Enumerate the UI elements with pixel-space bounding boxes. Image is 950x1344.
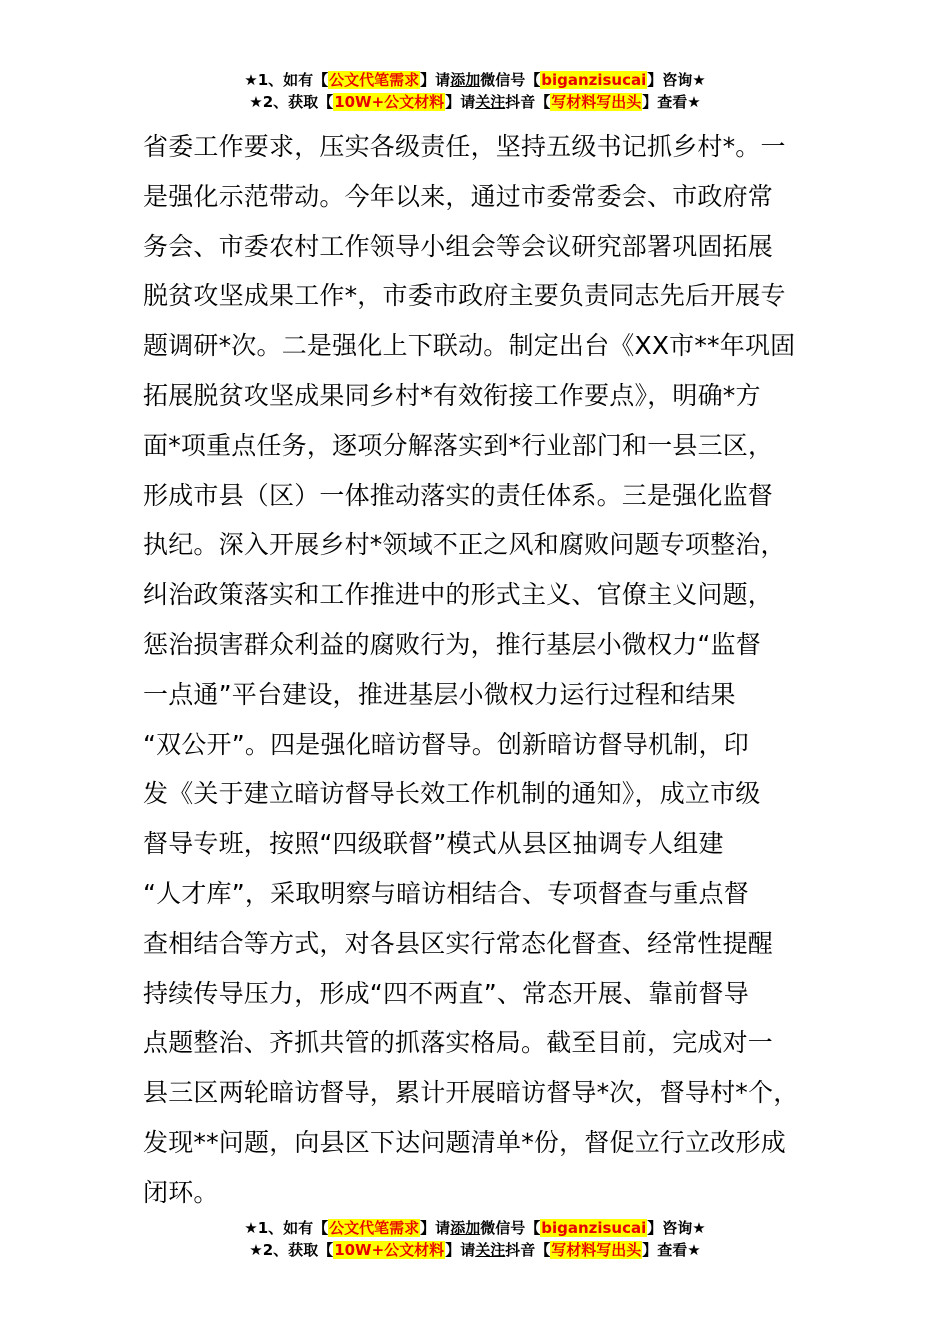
banner-line-1 xyxy=(0,69,950,91)
banner-text: 】查看★ xyxy=(642,93,701,111)
body-line: 是强化示范带动。今年以来，通过市委常委会、市政府常 xyxy=(143,181,774,211)
banner-text: 】咨询★ xyxy=(647,1219,706,1237)
underlined-text: 添加 xyxy=(450,1219,481,1237)
banner-text: ★1、如有【 xyxy=(244,1219,329,1237)
banner-text: ★2、获取【 xyxy=(249,93,334,111)
highlight-text: biganzisucai xyxy=(541,71,647,89)
body-line: 查相结合等方式，对各县区实行常态化督查、经常性提醒 xyxy=(143,928,774,958)
banner-text: ★1、如有【 xyxy=(244,71,329,89)
body-line: 县三区两轮暗访督导，累计开展暗访督导*次，督导村*个， xyxy=(143,1078,799,1108)
banner-text: 】咨询★ xyxy=(647,71,706,89)
banner-text: 】请 xyxy=(445,93,476,111)
banner-text: 】请 xyxy=(420,71,451,89)
body-line: 形成市县（区）一体推动落实的责任体系。三是强化监督 xyxy=(143,480,774,510)
body-line: 纠治政策落实和工作推进中的形式主义、官僚主义问题， xyxy=(143,580,774,610)
banner-text: ★2、获取【 xyxy=(249,1241,334,1259)
body-line: 发《关于建立暗访督导长效工作机制的通知》，成立市级 xyxy=(143,779,761,809)
body-line: 务会、市委农村工作领导小组会等会议研究部署巩固拓展 xyxy=(143,231,774,261)
header-banner xyxy=(0,69,950,113)
body-line: “双公开”。四是强化暗访督导。创新暗访督导机制，印 xyxy=(143,729,749,759)
highlight-text: 公文代笔需求 xyxy=(329,71,420,89)
underlined-text: 关注 xyxy=(475,1241,506,1259)
highlight-text: 写材料写出头 xyxy=(551,93,642,111)
banner-line-2 xyxy=(0,91,950,113)
banner-text: 微信号【 xyxy=(480,71,541,89)
body-line: 面*项重点任务，逐项分解落实到*行业部门和一县三区， xyxy=(143,430,774,460)
highlight-text: 公文代笔需求 xyxy=(329,1219,420,1237)
body-line: 脱贫攻坚成果工作*，市委市政府主要负责同志先后开展专 xyxy=(143,281,786,311)
banner-line-1 xyxy=(0,1217,950,1239)
body-line: “人才库”，采取明察与暗访相结合、专项督查与重点督 xyxy=(143,878,749,908)
body-line: 持续传导压力，形成“四不两直”、常态开展、靠前督导 xyxy=(143,978,749,1008)
highlight-text: biganzisucai xyxy=(541,1219,647,1237)
banner-text: 抖音【 xyxy=(505,1241,551,1259)
highlight-text: 写材料写出头 xyxy=(551,1241,642,1259)
highlight-text: 10W+公文材料 xyxy=(334,1241,445,1259)
body-line: 发现**问题，向县区下达问题清单*份，督促立行立改形成 xyxy=(143,1127,786,1157)
body-line: 执纪。深入开展乡村*领域不正之风和腐败问题专项整治， xyxy=(143,530,786,560)
body-line: 拓展脱贫攻坚成果同乡村*有效衔接工作要点》，明确*方 xyxy=(143,380,761,410)
body-line: 题调研*次。二是强化上下联动。制定出台《XX市**年巩固 xyxy=(143,331,796,361)
banner-text: 抖音【 xyxy=(505,93,551,111)
body-line: 省委工作要求，压实各级责任，坚持五级书记抓乡村*。一 xyxy=(143,132,786,161)
banner-text: 】查看★ xyxy=(642,1241,701,1259)
body-line: 点题整治、齐抓共管的抓落实格局。截至目前，完成对一 xyxy=(143,1028,774,1058)
body-line: 督导专班，按照“四级联督”模式从县区抽调专人组建 xyxy=(143,829,724,859)
footer-banner xyxy=(0,1217,950,1261)
banner-text: 】请 xyxy=(420,1219,451,1237)
banner-text: 】请 xyxy=(445,1241,476,1259)
body-line: 惩治损害群众利益的腐败行为，推行基层小微权力“监督 xyxy=(143,629,761,659)
body-line: 闭环。 xyxy=(143,1177,219,1207)
body-line: 一点通”平台建设，推进基层小微权力运行过程和结果 xyxy=(143,679,736,709)
highlight-text: 10W+公文材料 xyxy=(334,93,445,111)
banner-line-2 xyxy=(0,1239,950,1261)
underlined-text: 添加 xyxy=(450,71,481,89)
document-body xyxy=(143,122,808,1218)
banner-text: 微信号【 xyxy=(480,1219,541,1237)
underlined-text: 关注 xyxy=(475,93,506,111)
